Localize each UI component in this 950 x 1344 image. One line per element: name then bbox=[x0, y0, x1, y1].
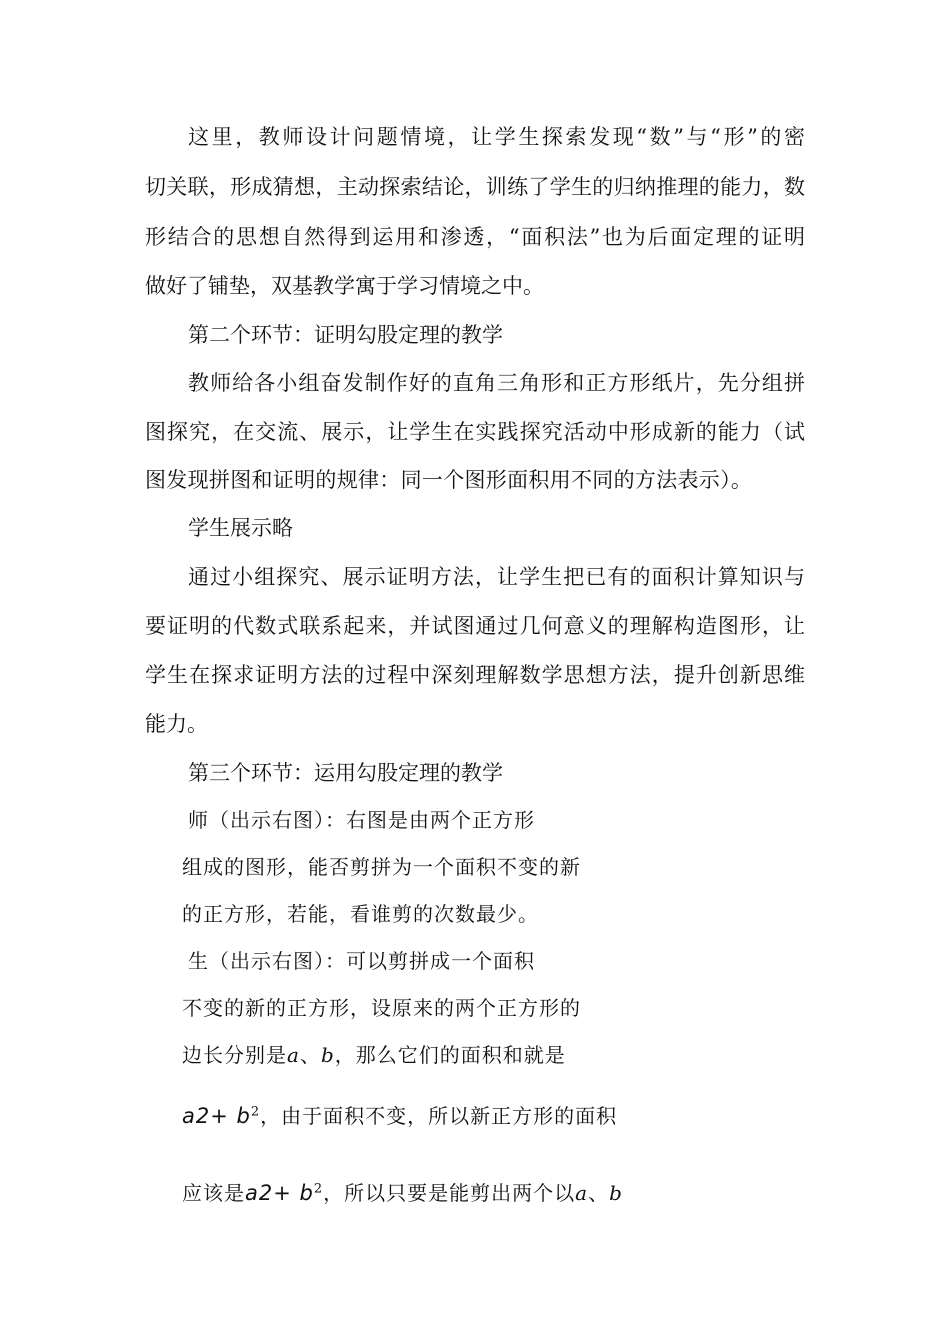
paragraph-4-line-1: 通过小组探究、展示证明方法，让学生把已有的面积计算知识与 bbox=[188, 565, 805, 589]
paragraph-1-line-1: 这里，教师设计问题情境，让学生探索发现“数”与“形”的密 bbox=[188, 125, 805, 149]
paragraph-1-line-4: 做好了铺垫，双基教学寓于学习情境之中。 bbox=[145, 274, 544, 298]
paragraph-2-line-3: 图发现拼图和证明的规律：同一个图形面积用不同的方法表示）。 bbox=[145, 468, 753, 492]
student-line-2: 不变的新的正方形，设原来的两个正方形的 bbox=[182, 996, 581, 1020]
formula-exponent-2: 2 bbox=[313, 1181, 324, 1197]
paragraph-3: 学生展示略 bbox=[188, 516, 293, 540]
section-heading-3: 第三个环节：运用勾股定理的教学 bbox=[188, 761, 503, 785]
student-line-4 bbox=[182, 1101, 617, 1131]
formula-b-2: b bbox=[299, 1181, 314, 1205]
variable-a-2: a bbox=[575, 1181, 589, 1205]
paragraph-4-line-2: 要证明的代数式联系起来，并试图通过几何意义的理解构造图形，让 bbox=[145, 614, 805, 638]
student-line-3-prefix: 边长分别是 bbox=[182, 1043, 287, 1067]
variable-a: a bbox=[287, 1043, 300, 1067]
teacher-line-2: 组成的图形，能否剪拼为一个面积不变的新 bbox=[182, 855, 581, 879]
teacher-line-1: 师（出示右图）：右图是由两个正方形 bbox=[188, 808, 535, 832]
paragraph-1-line-2: 切关联，形成猜想，主动探索结论，训练了学生的归纳推理的能力，数 bbox=[145, 175, 805, 199]
section-heading-2: 第二个环节：证明勾股定理的教学 bbox=[188, 323, 503, 347]
paragraph-1-line-3: 形结合的思想自然得到运用和渗透，“面积法”也为后面定理的证明 bbox=[145, 225, 805, 249]
student-line-3-suffix: ，那么它们的面积和就是 bbox=[334, 1043, 566, 1067]
variable-b: b bbox=[320, 1043, 335, 1067]
formula-b: b bbox=[236, 1104, 251, 1128]
formula-a-squared: a2+ bbox=[182, 1104, 237, 1128]
paragraph-2-line-1: 教师给各小组奋发制作好的直角三角形和正方形纸片，先分组拼 bbox=[188, 371, 805, 395]
student-line-5-suffix: ，所以只要是能剪出两个以 bbox=[323, 1181, 576, 1205]
student-line-5 bbox=[182, 1178, 623, 1208]
paragraph-4-line-4: 能力。 bbox=[145, 712, 208, 736]
paragraph-2-line-2: 图探究，在交流、展示，让学生在实践探究活动中形成新的能力（试 bbox=[145, 420, 805, 444]
formula-exponent: 2 bbox=[250, 1104, 261, 1120]
variable-b-2: b bbox=[609, 1181, 623, 1205]
separator-2: 、 bbox=[588, 1181, 610, 1205]
teacher-line-3: 的正方形，若能，看谁剪的次数最少。 bbox=[182, 902, 539, 926]
separator: 、 bbox=[299, 1043, 321, 1067]
student-line-3 bbox=[182, 1040, 566, 1070]
paragraph-4-line-3: 学生在探求证明方法的过程中深刻理解数学思想方法，提升创新思维 bbox=[145, 663, 805, 687]
student-line-4-suffix: ，由于面积不变，所以新正方形的面积 bbox=[260, 1104, 618, 1128]
student-line-1: 生（出示右图）：可以剪拼成一个面积 bbox=[188, 949, 535, 973]
formula-a-squared-2: a2+ bbox=[245, 1181, 300, 1205]
student-line-5-prefix: 应该是 bbox=[182, 1181, 245, 1205]
